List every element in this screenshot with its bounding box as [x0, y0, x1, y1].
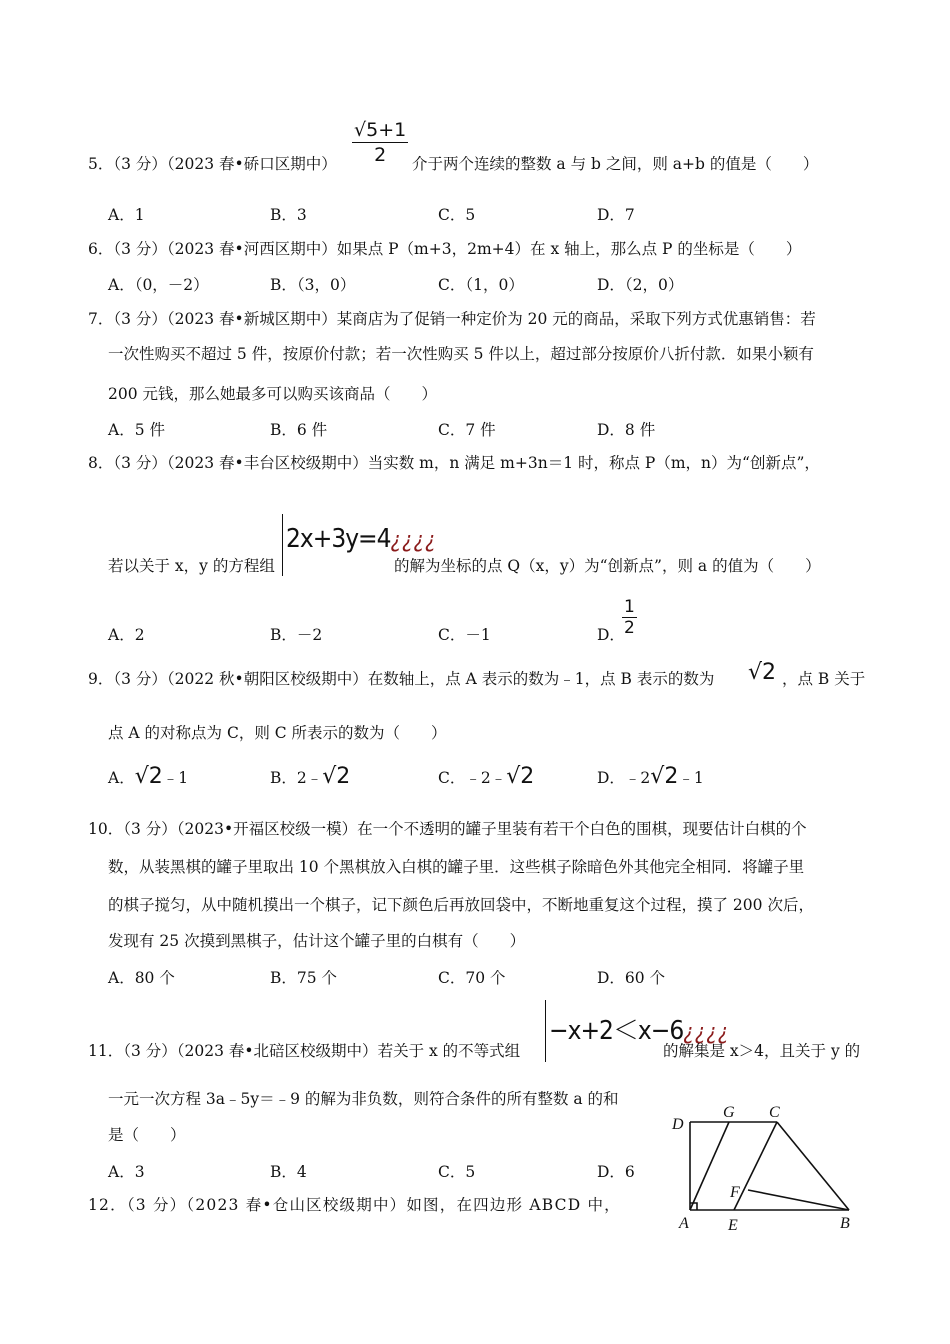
q10-option-a: A．80 个	[108, 969, 175, 987]
q7-option-a: A．5 件	[108, 421, 165, 439]
q10-number: 10．	[88, 820, 124, 838]
q9-option-b-sqrt: √2	[322, 764, 351, 789]
q9-option-d-post: ﹣1	[678, 769, 704, 787]
segment-fb	[748, 1190, 849, 1210]
q11-system-garble: ¿¿¿¿	[683, 1020, 730, 1045]
q7-line2: 一次性购买不超过 5 件，按原价付款；若一次性购买 5 件以上，超过部分按原价八折付款．如果小颖有	[108, 345, 814, 363]
q8-option-a: A．2	[108, 626, 145, 644]
q9-sqrt: √2	[748, 660, 777, 685]
q8-system-garble: ¿¿¿¿	[390, 528, 437, 553]
q11-line2: 一元一次方程 3a﹣5y＝﹣9 的解为非负数，则符合条件的所有整数 a 的和	[108, 1090, 619, 1108]
q9-option-d-pre: D．﹣2	[597, 769, 651, 787]
q5-text: 介于两个连续的整数 a 与 b 之间，则 a+b 的值是（ ）	[412, 155, 819, 173]
label-e: E	[728, 1217, 738, 1234]
label-d: D	[672, 1116, 684, 1133]
segment-cb	[777, 1122, 849, 1210]
q5-option-c: C．5	[438, 206, 476, 224]
label-f: F	[730, 1184, 740, 1201]
q9-option-b	[270, 764, 350, 789]
label-c: C	[769, 1104, 780, 1121]
q11-source: （2023 春•北碚区校级期中）	[176, 1042, 378, 1060]
q9-option-c	[438, 764, 534, 789]
q10-option-d: D．60 个	[597, 969, 666, 987]
q5-option-b: B．3	[270, 206, 307, 224]
q5-option-d: D．7	[597, 206, 635, 224]
q10-option-b: B．75 个	[270, 969, 338, 987]
q8-option-b: B．－2	[270, 626, 323, 644]
q9-option-b-pre: B．2﹣	[270, 769, 323, 787]
q9-source: （2022 秋•朝阳区校级期中）	[166, 670, 368, 688]
q5-score: （3 分）	[113, 155, 167, 173]
q9-option-a-pre: A．	[108, 769, 135, 787]
q11-pre: 若关于 x 的不等式组	[377, 1042, 521, 1060]
q5-fraction-numerator: √5+1	[354, 119, 407, 141]
q5-source: （2023 春•硚口区期中）	[166, 155, 337, 173]
q6-stem	[88, 238, 801, 260]
q9-stem	[88, 668, 714, 690]
q10-source: （2023•开福区校级一模）	[176, 820, 358, 838]
q12-source: （2023 春•仓山区校级期中）	[186, 1196, 407, 1214]
label-b: B	[840, 1215, 850, 1232]
q11-system-inequality: −x+2＜x−6	[549, 1016, 684, 1046]
q9-line1b: ，点 B 关于	[782, 670, 866, 688]
q11-post: 的解集是 x＞4，且关于 y 的	[663, 1042, 861, 1060]
q6-source: （2023 春•河西区期中）	[166, 240, 337, 258]
q10-line4: 发现有 25 次摸到黑棋子，估计这个罐子里的白棋有（ ）	[108, 932, 526, 950]
q10-line3: 的棋子搅匀，从中随机摸出一个棋子，记下颜色后再放回袋中，不断地重复这个过程，摸了 200 次后，	[108, 896, 814, 914]
q7-line1: 某商店为了促销一种定价为 20 元的商品，采取下列方式优惠销售：若	[336, 310, 816, 328]
q6-option-a: A．（0，－2）	[108, 276, 209, 294]
q11-option-a: A．3	[108, 1163, 145, 1181]
q8-system	[286, 524, 437, 554]
q12-number: 12．	[88, 1196, 127, 1214]
q10-line2: 数，从装黑棋的罐子里取出 10 个黑棋放入白棋的罐子里．这些棋子除暗色外其他完全相同．将罐子里	[108, 858, 805, 876]
q11-score: （3 分）	[123, 1042, 177, 1060]
q6-score: （3 分）	[113, 240, 167, 258]
q9-number: 9．	[88, 670, 114, 688]
q9-option-d	[597, 764, 704, 789]
segment-ag	[690, 1122, 729, 1210]
q8-stem	[88, 452, 820, 474]
q6-option-c: C．（1，0）	[438, 276, 524, 294]
q7-stem	[88, 308, 816, 330]
q9-option-a-sqrt: √2	[134, 764, 163, 789]
q12-score: （3 分）	[126, 1196, 187, 1214]
segment-ec	[734, 1122, 777, 1210]
q7-number: 7．	[88, 310, 114, 328]
q11-option-b: B．4	[270, 1163, 307, 1181]
q10-option-c: C．70 个	[438, 969, 506, 987]
q7-source: （2023 春•新城区期中）	[166, 310, 337, 328]
q6-option-d: D．（2，0）	[597, 276, 684, 294]
q10-stem	[88, 818, 807, 840]
q8-line1: 当实数 m，n 满足 m+3n＝1 时，称点 P（m，n）为“创新点”，	[367, 454, 820, 472]
q11-line3: 是（ ）	[108, 1126, 186, 1144]
q9-option-a-post: ﹣1	[162, 769, 189, 787]
q9-option-d-sqrt: √2	[650, 764, 679, 789]
q6-option-b: B．（3，0）	[270, 276, 356, 294]
q8-option-d-numerator: 1	[624, 597, 635, 617]
q8-option-c: C．－1	[438, 626, 491, 644]
q9-score: （3 分）	[113, 670, 167, 688]
q9-line2: 点 A 的对称点为 C，则 C 所表示的数为（ ）	[108, 724, 447, 742]
q8-source: （2023 春•丰台区校级期中）	[166, 454, 368, 472]
q5-option-a: A．1	[108, 206, 145, 224]
q10-score: （3 分）	[123, 820, 177, 838]
q8-option-d-denominator: 2	[624, 618, 635, 638]
q8-system-equation: 2x+3y=4	[286, 524, 391, 554]
q8-score: （3 分）	[113, 454, 167, 472]
q5-fraction-denominator: 2	[374, 144, 387, 166]
q12-text: 如图，在四边形 ABCD 中，	[406, 1196, 621, 1214]
q11-stem	[88, 1040, 520, 1062]
geometry-figure	[668, 1100, 868, 1240]
q5-number: 5．	[88, 155, 114, 173]
q8-number: 8．	[88, 454, 114, 472]
q5-fraction	[352, 118, 408, 167]
q10-line1: 在一个不透明的罐子里装有若干个白色的围棋，现要估计白棋的个	[357, 820, 807, 838]
q8-option-d: D．	[597, 626, 625, 644]
q7-option-c: C．7 件	[438, 421, 496, 439]
q11-number: 11．	[88, 1042, 124, 1060]
q9-line1a: 在数轴上，点 A 表示的数为﹣1，点 B 表示的数为	[367, 670, 715, 688]
label-a: A	[679, 1215, 689, 1232]
q12-stem	[88, 1194, 621, 1216]
q9-option-c-pre: C．﹣2﹣	[438, 769, 507, 787]
q9-option-a	[108, 764, 188, 789]
q6-text: 如果点 P（m+3，2m+4）在 x 轴上，那么点 P 的坐标是（ ）	[336, 240, 802, 258]
q8-post: 的解为坐标的点 Q（x，y）为“创新点”，则 a 的值为（ ）	[394, 557, 821, 575]
q8-pre: 若以关于 x，y 的方程组	[108, 557, 275, 575]
q6-number: 6．	[88, 240, 114, 258]
q7-line3: 200 元钱，那么她最多可以购买该商品（ ）	[108, 385, 438, 403]
label-g: G	[723, 1104, 735, 1121]
q11-option-d: D．6	[597, 1163, 635, 1181]
q7-option-d: D．8 件	[597, 421, 656, 439]
q9-option-c-sqrt: √2	[506, 764, 535, 789]
q7-option-b: B．6 件	[270, 421, 328, 439]
q7-score: （3 分）	[113, 310, 167, 328]
q11-option-c: C．5	[438, 1163, 476, 1181]
q5-stem	[88, 153, 337, 175]
q8-option-d-fraction	[622, 597, 637, 638]
